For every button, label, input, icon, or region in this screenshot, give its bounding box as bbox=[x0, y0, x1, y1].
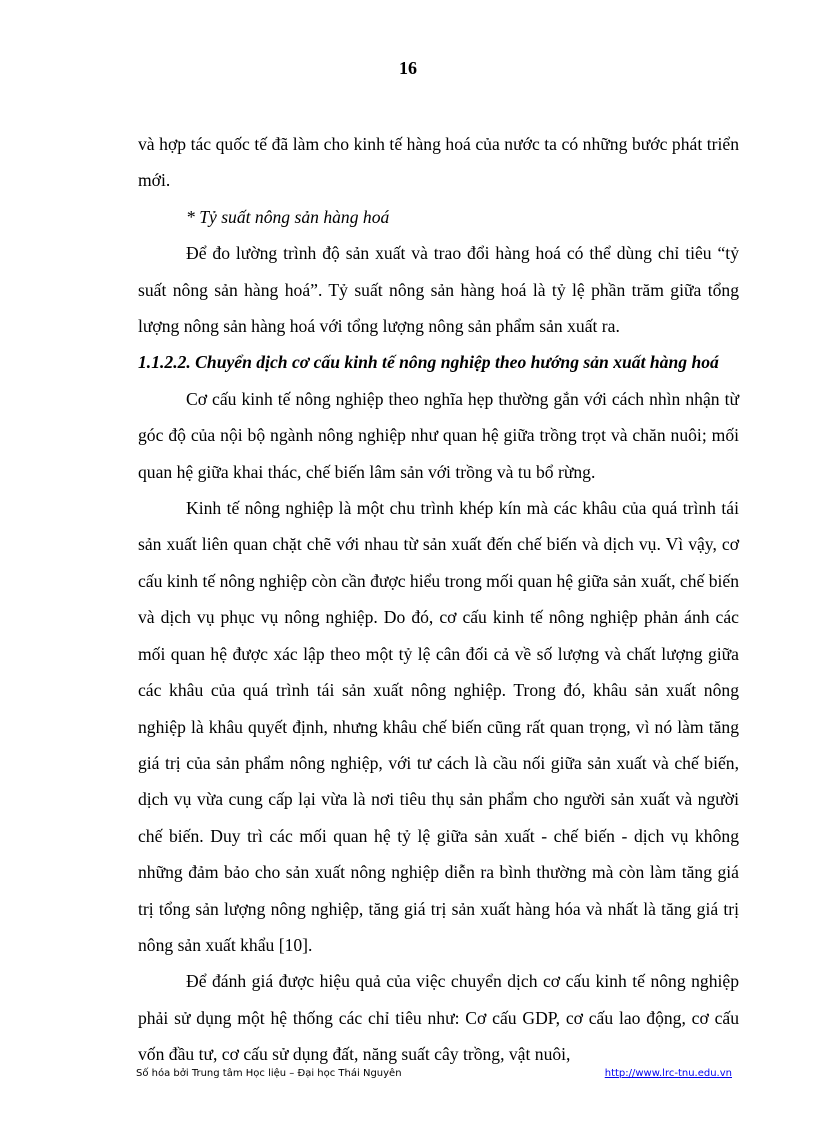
paragraph-chu-trinh-khep-kin: Kinh tế nông nghiệp là một chu trình khép kín mà các khâu của quá trình tái sản xuất liên quan chặt chẽ với nhau từ sản xuất đến chế biến và dịch vụ. Vì vậy, cơ cấu kinh tế nông nghiệp còn cần được hiểu trong mối quan hệ giữa sản xuất, chế biến và dịch vụ phục vụ nông nghiệp. Do đó, cơ cấu kinh tế nông nghiệp phản ánh các mối quan hệ được xác lập theo một tỷ lệ cân đối cả về số lượng và chất lượng giữa các khâu của quá trình tái sản xuất nông nghiệp. Trong đó, khâu sản xuất nông nghiệp là khâu quyết định, nhưng khâu chế biến cũng rất quan trọng, vì nó làm tăng giá trị của sản phẩm nông nghiệp, với tư cách là cầu nối giữa sản xuất và chế biến, dịch vụ vừa cung cấp lại vừa là nơi tiêu thụ sản phẩm cho người sản xuất và người chế biến. Duy trì các mối quan hệ tỷ lệ giữa sản xuất - chế biến - dịch vụ không những đảm bảo cho sản xuất nông nghiệp diễn ra bình thường mà còn làm tăng giá trị tổng sản lượng nông nghiệp, tăng giá trị sản xuất hàng hóa và nhất là tăng giá trị nông sản xuất khẩu [10]. bbox=[138, 498, 739, 955]
footer-url-link[interactable]: http://www.lrc-tnu.edu.vn bbox=[604, 1068, 732, 1079]
paragraph-danh-gia-hieu-qua: Để đánh giá được hiệu quả của việc chuyển dịch cơ cấu kinh tế nông nghiệp phải sử dụng một hệ thống các chỉ tiêu như: Cơ cấu GDP, cơ cấu lao động, cơ cấu vốn đầu tư, cơ cấu sử dụng đất, năng suất cây trồng, vật nuôi, bbox=[138, 971, 739, 1065]
subheading-ty-suat: * Tỷ suất nông sản hàng hoá bbox=[186, 206, 390, 227]
paragraph-continuation: và hợp tác quốc tế đã làm cho kinh tế hàng hoá của nước ta có những bước phát triển mới. bbox=[138, 134, 739, 191]
footer-source-text: Số hóa bởi Trung tâm Học liệu – Đại học Thái Nguyên bbox=[136, 1068, 402, 1079]
document-body bbox=[138, 126, 739, 1073]
paragraph-ty-suat-definition: Để đo lường trình độ sản xuất và trao đổi hàng hoá có thể dùng chỉ tiêu “tỷ suất nông sản hàng hoá”. Tỷ suất nông sản hàng hoá là tỷ lệ phần trăm giữa tổng lượng nông sản hàng hoá với tổng lượng nông sản phẩm sản xuất ra. bbox=[138, 243, 739, 337]
paragraph-co-cau-nghia-hep: Cơ cấu kinh tế nông nghiệp theo nghĩa hẹp thường gắn với cách nhìn nhận từ góc độ của nội bộ ngành nông nghiệp như quan hệ giữa trồng trọt và chăn nuôi; mối quan hệ giữa khai thác, chế biến lâm sản với trồng và tu bổ rừng. bbox=[138, 388, 739, 482]
page-number: 16 bbox=[399, 58, 417, 78]
section-heading-1-1-2-2: 1.1.2.2. Chuyển dịch cơ cấu kinh tế nông nghiệp theo hướng sản xuất hàng hoá bbox=[138, 352, 719, 373]
